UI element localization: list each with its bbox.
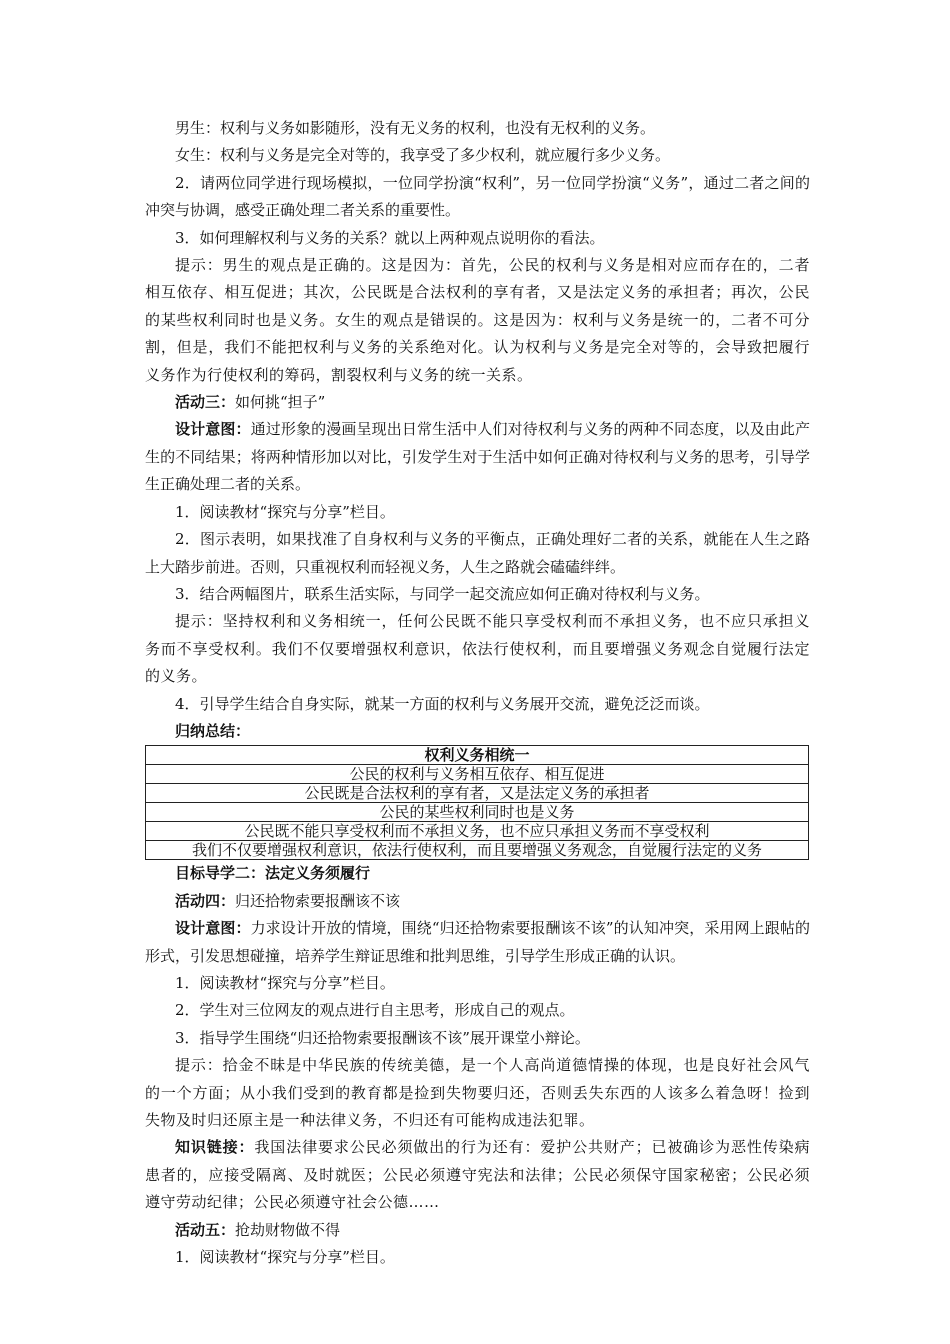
summary-heading: 归纳总结： <box>175 721 251 740</box>
paragraph-text: 1．阅读教材“探究与分享”栏目。 <box>175 1248 395 1267</box>
paragraph-text: 我国法律要求公民必须做出的行为还有：爱护公共财产；已被确诊为恶性传染病患者的，应接受隔离、及时就医；公民必须遵守宪法和法律；公民必须保守国家秘密；公民必须遵守劳动纪律；公民必须遵守社会公德…… <box>145 1138 810 1212</box>
paragraph-text: 提示：拾金不昧是中华民族的传统美德，是一个人高尚道德情操的体现，也是良好社会风气的一个方面；从小我们受到的教育都是捡到失物要归还，否则丢失东西的人该多么着急呀！捡到失物及时归还原主是一种法律义务，不归还有可能构成违法犯罪。 <box>145 1056 810 1129</box>
paragraph-text: 2．图示表明，如果找准了自身权利与义务的平衡点，正确处理好二者的关系，就能在人生之路上大踏步前进。否则，只重视权利而轻视义务，人生之路就会磕磕绊绊。 <box>145 530 810 576</box>
paragraph-text: 力求设计开放的情境，围绕“归还拾物索要报酬该不该”的认知冲突，采用网上跟帖的形式，引发思想碰撞，培养学生辩证思维和批判思维，引导学生形成正确的认识。 <box>145 919 810 965</box>
paragraph <box>145 1052 810 1134</box>
summary-table <box>145 745 809 860</box>
summary-table-row <box>146 784 809 803</box>
paragraph <box>145 252 810 389</box>
top-paragraphs <box>145 115 810 718</box>
summary-table-cell: 公民既不能只享受权利而不承担义务，也不应只承担义务而不享受权利 <box>146 822 809 841</box>
summary-table-cell: 公民的某些权利同时也是义务 <box>146 803 809 822</box>
paragraph <box>145 142 810 169</box>
paragraph-text: 抢劫财物做不得 <box>235 1220 341 1239</box>
paragraph-text: 男生：权利与义务如影随形，没有无义务的权利，也没有无权利的义务。 <box>175 119 656 137</box>
paragraph <box>145 1025 810 1052</box>
paragraph <box>145 1217 810 1244</box>
paragraph-text: 3．指导学生围绕“归还拾物索要报酬该不该”展开课堂小辩论。 <box>175 1028 590 1047</box>
summary-table-row <box>146 765 809 784</box>
paragraph <box>145 970 810 997</box>
paragraph-text: 1．阅读教材“探究与分享”栏目。 <box>175 973 395 992</box>
paragraph-text: 4．引导学生结合自身实际，就某一方面的权利与义务展开交流，避免泛泛而谈。 <box>175 694 710 713</box>
paragraph <box>145 499 810 526</box>
summary-table-row <box>146 841 809 860</box>
paragraph-text: 如何挑“担子” <box>235 393 326 412</box>
paragraph <box>145 389 810 416</box>
summary-table-header-row <box>146 746 809 765</box>
paragraph <box>145 915 810 970</box>
paragraph-text: 3．结合两幅图片，联系生活实际，与同学一起交流应如何正确对待权利与义务。 <box>175 584 710 603</box>
paragraph-label: 活动五： <box>175 1220 236 1239</box>
summary-table-header: 权利义务相统一 <box>146 746 809 765</box>
paragraph <box>145 581 810 608</box>
paragraph-text: 3．如何理解权利与义务的关系？就以上两种观点说明你的看法。 <box>175 228 605 247</box>
summary-table-cell: 我们不仅要增强权利意识，依法行使权利，而且要增强义务观念，自觉履行法定的义务 <box>146 841 809 860</box>
paragraph-text: 2．学生对三位网友的观点进行自主思考，形成自己的观点。 <box>175 1001 575 1020</box>
paragraph <box>145 997 810 1024</box>
paragraph <box>145 608 810 690</box>
paragraph-label: 设计意图： <box>175 420 251 439</box>
paragraph-text: 提示：坚持权利和义务相统一，任何公民既不能只享受权利而不承担义务，也不应只承担义务而不享受权利。我们不仅要增强权利意识，依法行使权利，而且要增强义务观念自觉履行法定的义务。 <box>145 612 810 686</box>
paragraph-label: 活动四： <box>175 891 236 910</box>
bottom-paragraphs <box>145 888 810 1272</box>
paragraph-text: 提示：男生的观点是正确的。这是因为：首先，公民的权利与义务是相对应而存在的，二者相互依存、相互促进；其次，公民既是合法权利的享有者，又是法定义务的承担者；再次，公民的某些权利同时也是义务。女生的观点是错误的。这是因为：权利与义务是统一的，二者不可分割，但是，我们不能把权利与义务的关系绝对化。认为权利与义务是完全对等的，会导致把履行义务作为行使权利的筹码，割裂权利与义务的统一关系。 <box>145 256 810 384</box>
paragraph-text: 归还拾物索要报酬该不该 <box>235 891 401 910</box>
paragraph <box>145 225 810 252</box>
summary-table-cell: 公民既是合法权利的享有者，又是法定义务的承担者 <box>146 784 809 803</box>
section-heading: 目标导学二：法定义务须履行 <box>175 864 371 883</box>
paragraph-label: 知识链接： <box>175 1138 255 1157</box>
summary-table-row <box>146 803 809 822</box>
paragraph <box>145 1244 810 1271</box>
summary-table-cell: 公民的权利与义务相互依存、相互促进 <box>146 765 809 784</box>
paragraph <box>145 1134 810 1216</box>
paragraph-text: 女生：权利与义务是完全对等的，我享受了多少权利，就应履行多少义务。 <box>175 146 671 165</box>
paragraph-label: 活动三： <box>175 393 236 412</box>
paragraph-text: 2．请两位同学进行现场模拟，一位同学扮演“权利”，另一位同学扮演“义务”，通过二者之间的冲突与协调，感受正确处理二者关系的重要性。 <box>145 173 810 220</box>
paragraph <box>145 526 810 581</box>
paragraph <box>145 170 810 225</box>
summary-table-row <box>146 822 809 841</box>
paragraph <box>145 115 810 142</box>
paragraph-label: 设计意图： <box>175 919 251 938</box>
paragraph <box>145 691 810 718</box>
paragraph <box>145 416 810 498</box>
paragraph-text: 1．阅读教材“探究与分享”栏目。 <box>175 502 395 521</box>
paragraph-text: 通过形象的漫画呈现出日常生活中人们对待权利与义务的两种不同态度，以及由此产生的不同结果；将两种情形加以对比，引发学生对于生活中如何正确对待权利与义务的思考，引导学生正确处理二者的关系。 <box>145 420 810 494</box>
document-page <box>145 115 810 1271</box>
paragraph <box>145 888 810 915</box>
